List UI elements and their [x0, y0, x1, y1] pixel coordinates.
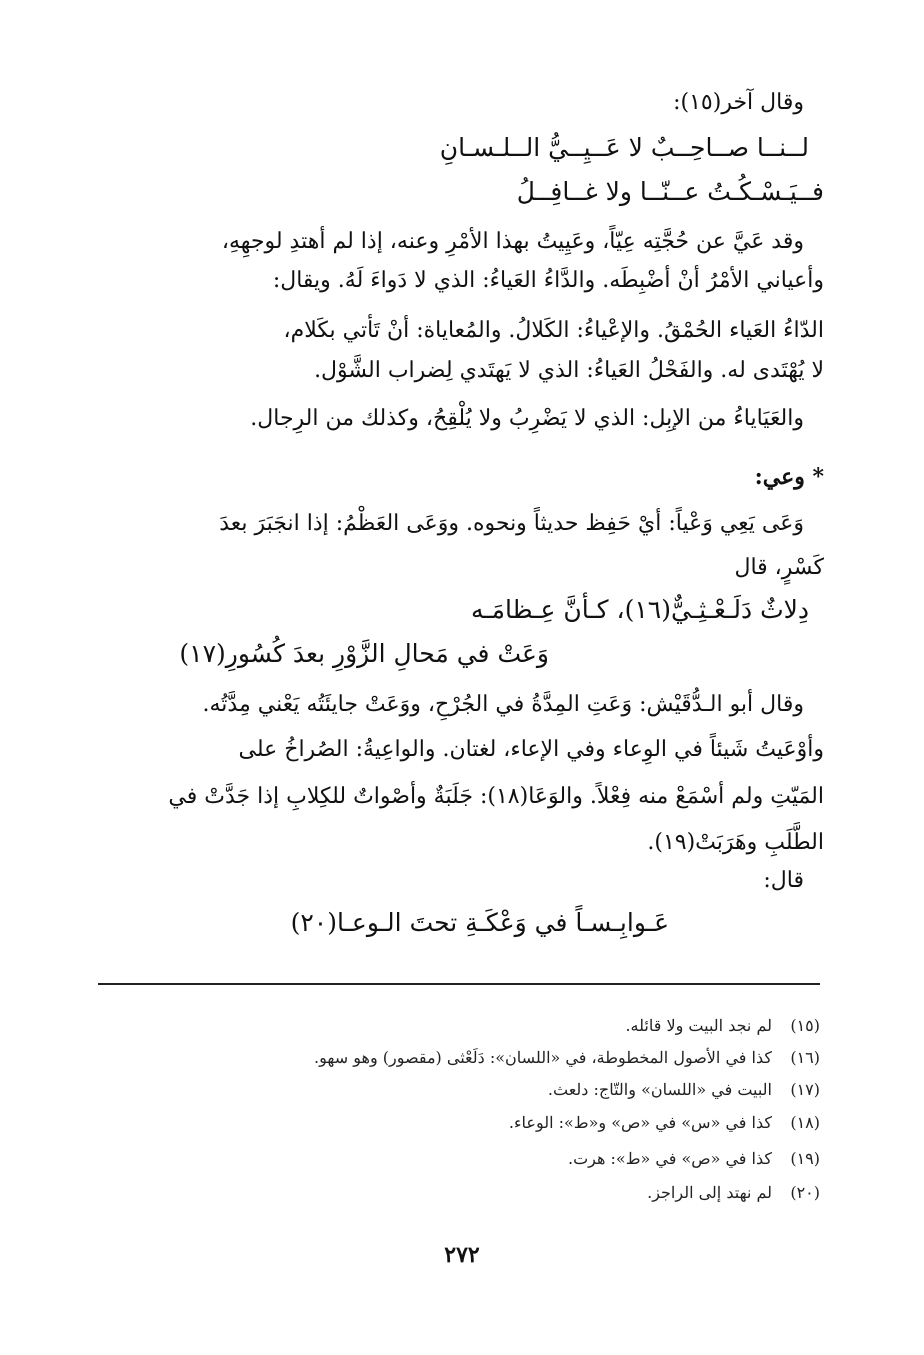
footnote-text: كذا في «س» في «ص» و«ط»: الوعاء.: [508, 1113, 772, 1132]
footnote: [314, 1047, 820, 1069]
footnote-number: (١٩): [790, 1149, 820, 1168]
verse-hemistich: دِلاثٌ دَلَـعْـثِـيٌّ(١٦)، كـأنَّ عِـظامَـه: [470, 595, 809, 624]
verse-hemistich: فــيَـسْـكُـتُ عــنّــا ولا غــافِــلُ: [516, 177, 824, 206]
paragraph-line: كَسْرٍ، قال: [734, 555, 824, 580]
footnote: [625, 1015, 820, 1037]
verse-line: عَـوابِـسـاً في وَعْكَـةِ تحتَ الـوعـا(٢٠): [290, 908, 669, 937]
footnote-text: لم نجد البيت ولا قائله.: [625, 1016, 772, 1035]
footnote-number: (١٥): [790, 1016, 820, 1035]
intro-line: وقال آخر(١٥):: [673, 90, 804, 115]
paragraph-line: الدّاءُ العَياء الحُمْقُ. والإعْياءُ: الكَلالُ. والمُعاياة: أنْ تَأتي بكَلام،: [283, 318, 824, 343]
paragraph-line: قال:: [763, 868, 804, 893]
paragraph-line: المَيّتِ ولم أسْمَعْ منه فِعْلاً. والوَعَا(١٨): جَلَبَةٌ وأصْواتٌ للكِلابِ إذا جَدَّتْ في: [168, 784, 824, 809]
footnote: [647, 1182, 820, 1204]
footnote-text: كذا في الأصول المخطوطة، في «اللسان»: دَلَعْثى (مقصور) وهو سهو.: [314, 1048, 772, 1067]
paragraph-line: وأعياني الأمْرُ أنْ أضْبِطَه. والدَّاءُ العَياءُ: الذي لا دَواءَ لَهُ. ويقال:: [272, 268, 824, 293]
footnote: [509, 1112, 820, 1134]
footnote-text: كذا في «ص» في «ط»: هرت.: [568, 1149, 772, 1168]
verse-hemistich: لــنــا صــاحِــبٌ لا عَــيِــيُّ الــلـسـانِ: [439, 133, 809, 162]
paragraph-line: وَعَى يَعِي وَعْياً: أيْ حَفِظ حديثاً ونحوه. ووَعَى العَظْمُ: إذا انجَبَرَ بعدَ: [219, 511, 804, 536]
footnote-number: (١٨): [790, 1113, 820, 1132]
paragraph-line: والعَيَاياءُ من الإبِل: الذي لا يَضْرِبُ ولا يُلْقِحُ، وكذلك من الرِجال.: [250, 406, 804, 431]
footnote-number: (١٦): [790, 1048, 820, 1067]
verse-hemistich: وَعَتْ في مَحالِ الزَّوْرِ بعدَ كُسُورِ(١٧): [179, 639, 549, 668]
footnote-text: لم نهتد إلى الراجز.: [647, 1183, 772, 1202]
footnote: [568, 1148, 820, 1170]
footnote-text: البيت في «اللسان» والتّاج: دلعث.: [547, 1080, 772, 1099]
paragraph-line: الطَّلَبِ وهَرَبَتْ(١٩).: [647, 830, 824, 855]
paragraph-line: وقد عَيَّ عن حُجَّتِه عِيّاً، وعَيِيتُ بهذا الأمْرِ وعنه، إذا لم أهتدِ لوجهِهِ،: [221, 229, 804, 254]
footnote-number: (١٧): [790, 1080, 820, 1099]
footnote-divider: [98, 983, 820, 985]
paragraph-line: وقال أبو الـدُّقَيْش: وَعَتِ المِدَّةُ في الجُرْحِ، ووَعَتْ جايئَتُه يَعْني مِدَّتُه.: [202, 692, 804, 717]
entry-heading: * وعي:: [754, 464, 824, 490]
paragraph-line: وأوْعَيتُ شَيئاً في الوِعاء وفي الإعاء، لغتان. والواعِيةُ: الصُراخُ على: [238, 737, 824, 762]
footnote: [548, 1079, 820, 1101]
footnote-number: (٢٠): [790, 1183, 820, 1202]
paragraph-line: لا يُهْتَدى له. والفَحْلُ العَياءُ: الذي لا يَهتَدي لِضراب الشَّوْل.: [314, 358, 824, 383]
page-number: ٢٧٢: [444, 1242, 480, 1268]
